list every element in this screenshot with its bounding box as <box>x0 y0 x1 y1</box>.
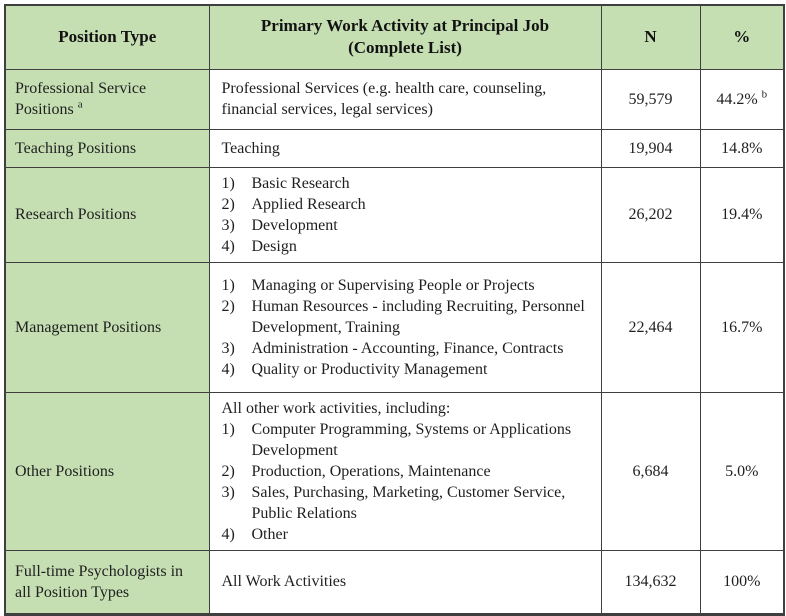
list-item <box>222 236 593 257</box>
position-type-cell: Full-time Psychologists in all Position Types <box>5 550 209 614</box>
list-item-number: 3) <box>221 216 235 234</box>
header-row <box>5 5 784 69</box>
percent-value-cell: 5.0% <box>700 392 784 550</box>
list-item-text: Development <box>251 216 338 234</box>
col-header-activity <box>209 5 601 69</box>
list-item-text: Applied Research <box>251 195 366 213</box>
list-item-text: Sales, Purchasing, Marketing, Customer Service, Public Relations <box>251 483 566 522</box>
activity-text: All other work activities, including: <box>221 399 451 417</box>
list-item <box>222 296 593 338</box>
table-row <box>5 550 784 614</box>
activity-cell <box>209 167 601 262</box>
list-item-text: Computer Programming, Systems or Applications Development <box>251 420 572 459</box>
table-row <box>5 262 784 392</box>
list-item <box>222 461 593 482</box>
table-header <box>5 5 784 69</box>
position-type-cell: Management Positions <box>5 262 209 392</box>
list-item-text: Quality or Productivity Management <box>251 360 488 378</box>
list-item <box>222 173 593 194</box>
list-item <box>222 524 593 545</box>
position-activity-table <box>4 4 785 616</box>
n-value-cell: 26,202 <box>601 167 700 262</box>
n-value-cell: 6,684 <box>601 392 700 550</box>
list-item <box>222 194 593 215</box>
list-item-text: Basic Research <box>251 174 350 192</box>
list-item <box>222 482 593 524</box>
percent-value-cell: 100% <box>700 550 784 614</box>
position-type-cell: Other Positions <box>5 392 209 550</box>
list-item-text: Production, Operations, Maintenance <box>251 462 491 480</box>
list-item-text: Other <box>251 525 288 543</box>
activity-text: Professional Services (e.g. health care, counseling, financial services, legal services) <box>221 80 547 118</box>
list-item-number: 1) <box>221 174 235 192</box>
table-row <box>5 69 784 129</box>
col-header-n: N <box>601 5 700 69</box>
list-item-number: 2) <box>221 297 235 315</box>
list-item-number: 1) <box>221 276 235 294</box>
activity-cell <box>209 129 601 167</box>
percent-value-cell: 16.7% <box>700 262 784 392</box>
table-body <box>5 69 784 614</box>
list-item-number: 1) <box>221 420 235 438</box>
list-item-text: Managing or Supervising People or Projects <box>251 276 535 294</box>
list-item-text: Administration - Accounting, Finance, Contracts <box>251 339 564 357</box>
table-row <box>5 129 784 167</box>
list-item-number: 2) <box>221 195 235 213</box>
percent-value-cell: 44.2% $^b$ <box>700 69 784 129</box>
position-activity-table-container <box>4 4 785 616</box>
table-row <box>5 392 784 550</box>
list-item-number: 2) <box>221 462 235 480</box>
footnote-marker: b <box>761 88 768 101</box>
list-item <box>222 338 593 359</box>
n-value-cell: 134,632 <box>601 550 700 614</box>
list-item-text: Design <box>251 237 297 255</box>
list-item-text: Human Resources - including Recruiting, Personnel Development, Training <box>251 297 585 336</box>
list-item-number: 4) <box>221 237 235 255</box>
list-item-number: 4) <box>221 525 235 543</box>
col-header-position-type: Position Type <box>5 5 209 69</box>
activity-cell <box>209 69 601 129</box>
position-type-cell: Teaching Positions <box>5 129 209 167</box>
list-item-number: 3) <box>221 483 235 501</box>
position-type-cell: Professional Service Positions $^a$ <box>5 69 209 129</box>
activity-cell <box>209 550 601 614</box>
col-header-activity-line2: (Complete List) <box>348 38 462 58</box>
col-header-activity-line1: Primary Work Activity at Principal Job <box>260 16 550 36</box>
list-item <box>222 419 593 461</box>
activity-cell <box>209 392 601 550</box>
list-item <box>222 275 593 296</box>
list-item-number: 4) <box>221 360 235 378</box>
percent-value-cell: 14.8% <box>700 129 784 167</box>
n-value-cell: 19,904 <box>601 129 700 167</box>
table-row <box>5 167 784 262</box>
n-value-cell: 59,579 <box>601 69 700 129</box>
activity-text: Teaching <box>221 139 280 157</box>
col-header-percent: % <box>700 5 784 69</box>
list-item <box>222 215 593 236</box>
n-value-cell: 22,464 <box>601 262 700 392</box>
footnote-marker: a <box>77 98 83 111</box>
activity-cell <box>209 262 601 392</box>
percent-value-cell: 19.4% <box>700 167 784 262</box>
activity-text: All Work Activities <box>221 573 347 590</box>
position-type-cell: Research Positions <box>5 167 209 262</box>
list-item-number: 3) <box>221 339 235 357</box>
list-item <box>222 359 593 380</box>
